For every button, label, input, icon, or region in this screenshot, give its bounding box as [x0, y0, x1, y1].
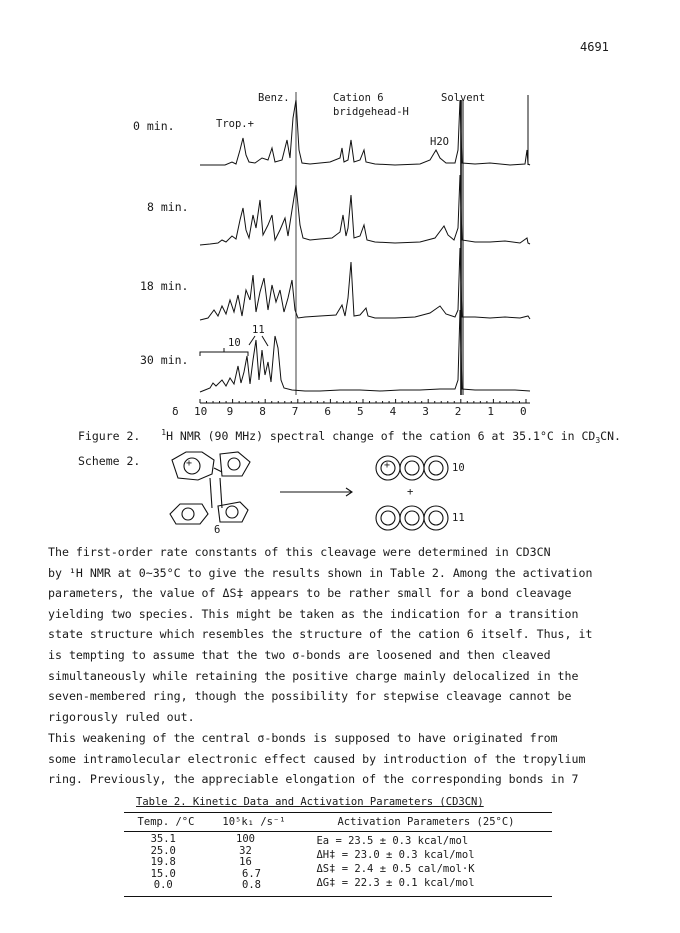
p1-line-4: state structure which resembles the structure of the cation 6 itself. Thus, it — [48, 627, 593, 642]
nmr-figure — [0, 0, 680, 460]
header-params: Activation Parameters (25°C) — [337, 816, 515, 828]
header-rate: 10⁵k₁ /s⁻¹ — [222, 816, 286, 828]
benzene-ring-top — [220, 452, 250, 476]
axis-tick-label: 2 — [454, 405, 462, 418]
benzene-ring-bottom — [170, 504, 208, 524]
compound-10-label: 10 — [452, 462, 465, 474]
time-label-30: 30 min. — [140, 353, 189, 367]
temp-3: 15.0 — [150, 867, 176, 880]
temp-2: 19.8 — [150, 856, 176, 868]
axis-tick-label: 1 — [487, 405, 495, 418]
caption-prefix: Figure 2. — [78, 428, 141, 443]
temp-4: 0.0 — [153, 879, 173, 891]
paragraph-2 — [48, 728, 585, 790]
p1-line-7: seven-membered ring, though the possibility for stepwise cleavage cannot be — [48, 689, 572, 704]
h2o-label: H2O — [430, 136, 449, 148]
temp-column — [124, 834, 203, 892]
time-label-0: 0 min. — [133, 119, 175, 133]
solvent-label: Solvent — [441, 92, 486, 104]
axis-tick-label: 5 — [357, 405, 364, 418]
scheme-plus: + — [407, 486, 414, 498]
scheme-label: Scheme 2. — [78, 454, 141, 468]
plus-charge-6: + — [186, 458, 193, 469]
p1-line-3: yielding two species. This might be taken as the indication for a transition — [48, 606, 579, 621]
param-dg: ΔG‡ = 22.3 ± 0.1 kcal/mol — [316, 877, 475, 889]
p1-line-6: simultaneously while retaining the positive charge mainly delocalized in the — [48, 668, 579, 683]
spectrum-8min — [200, 175, 530, 245]
rate-4: 0.8 — [242, 879, 261, 891]
rate-1: 32 — [239, 844, 252, 857]
bridgehead-label: bridgehead-H — [333, 106, 409, 118]
caption-sup: 1 — [161, 428, 167, 437]
spectrum-0min — [200, 100, 530, 165]
compound-6-label: 6 — [214, 524, 221, 536]
benzene-ring-right — [218, 502, 248, 522]
table-2 — [124, 796, 552, 897]
p1-line-8: rigorously ruled out. — [48, 709, 195, 724]
rate-column — [203, 834, 289, 892]
caption-sub: 3 — [595, 436, 601, 446]
param-ds: ΔS‡ = 2.4 ± 0.5 cal/mol·K — [316, 863, 475, 875]
spectrum-30min — [200, 310, 530, 392]
param-ea: Ea = 23.5 ± 0.3 kcal/mol — [316, 835, 469, 847]
label-10: 10 — [228, 337, 241, 349]
plus-charge-10: + — [384, 460, 391, 471]
p2-line-0: This weakening of the central σ-bonds is supposed to have originated from — [48, 731, 558, 745]
ring-11a — [376, 506, 400, 530]
axis-tick-label: 10 — [194, 405, 208, 418]
temp-0: 35.1 — [150, 833, 176, 845]
label-11: 11 — [252, 324, 265, 336]
axis-tick-label: 0 — [520, 405, 527, 418]
spectrum-18min — [200, 248, 530, 320]
p2-line-2: ring. Previously, the appreciable elongation of the corresponding bonds in 7 — [48, 772, 579, 787]
axis-tick-label: 6 — [324, 405, 332, 418]
p1-line-5: is tempting to assume that the two σ-bonds are loosened and then cleaved — [48, 647, 551, 662]
header-temp: Temp. /°C — [137, 816, 195, 828]
paragraph-1 — [48, 542, 592, 727]
p1-line-2: parameters, the value of ΔS‡ appears to be rather small for a bond cleavage — [48, 586, 572, 601]
axis-tick-label: 7 — [291, 405, 299, 418]
caption-end: CN. — [600, 428, 621, 443]
table-title: Table 2. Kinetic Data and Activation Parameters (CD3CN) — [136, 796, 484, 808]
cation-label: Cation 6 — [333, 92, 384, 104]
axis-tick-label: 9 — [226, 405, 234, 418]
p1-line-1: by ¹H NMR at 0~35°C to give the results shown in Table 2. Among the activation — [48, 565, 593, 580]
axis-tick-label: 8 — [259, 405, 266, 418]
time-label-18: 18 min. — [140, 279, 189, 293]
params-column — [288, 834, 552, 892]
figure-caption — [78, 428, 621, 445]
p1-line-0: The first-order rate constants of this cleavage were determined in CD3CN — [48, 545, 551, 559]
p2-line-1: some intramolecular electronic effect caused by introduction of the tropylium — [48, 751, 586, 766]
param-dh: ΔH‡ = 23.0 ± 0.3 kcal/mol — [316, 849, 475, 861]
delta-symbol: δ — [172, 405, 179, 418]
rate-3: 6.7 — [242, 867, 261, 880]
axis-ticks — [200, 399, 526, 403]
page-number: 4691 — [580, 40, 609, 54]
time-label-8: 8 min. — [147, 200, 189, 214]
benz-label: Benz. — [258, 92, 290, 104]
tropylium-ring — [172, 452, 214, 480]
caption-text: H NMR (90 MHz) spectral change of the cation 6 at 35.1°C in CD — [166, 428, 596, 443]
trop-label: Trop.+ — [216, 118, 254, 130]
axis-tick-label: 4 — [389, 405, 397, 418]
rate-2: 16 — [239, 856, 252, 868]
temp-1: 25.0 — [150, 844, 176, 857]
axis-tick-label: 3 — [422, 405, 429, 418]
nmr-spectra — [0, 0, 680, 460]
rate-0: 100 — [236, 833, 255, 845]
compound-11-label: 11 — [452, 512, 465, 524]
